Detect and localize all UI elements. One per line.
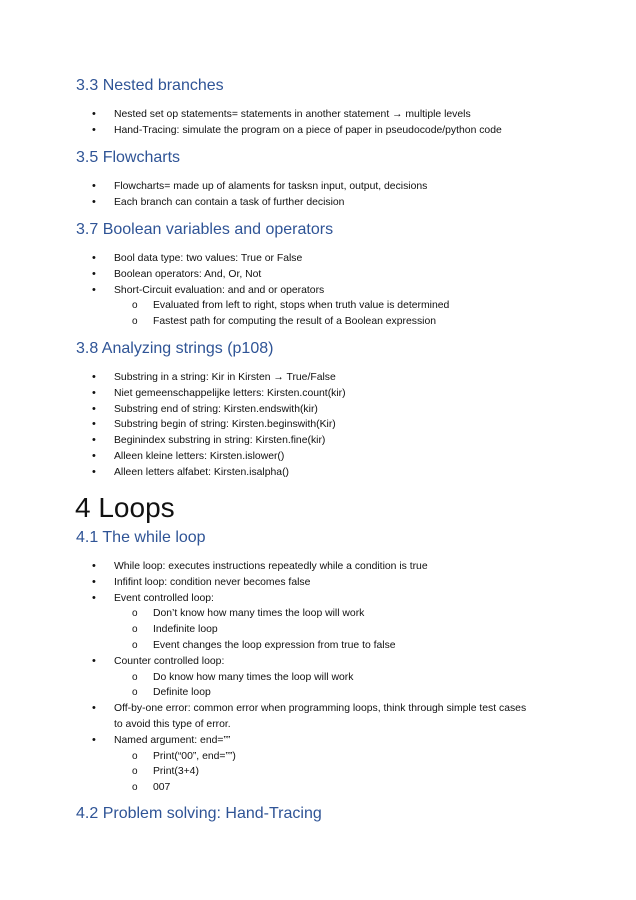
list-item [0, 283, 636, 330]
list-item: • Alleen kleine letters: Kirsten.islower() [0, 449, 636, 465]
list-item [0, 733, 636, 796]
list-item: • Niet gemeenschappelijke letters: Kirsten.count(kir) [0, 386, 636, 402]
heading-4-2: 4.2 Problem solving: Hand-Tracing [76, 805, 322, 822]
list-3-8 [0, 370, 636, 481]
list-item: • Each branch can contain a task of further decision [0, 195, 636, 211]
list-item: • Infifint loop: condition never becomes false [0, 575, 636, 591]
list-item: • Flowcharts= made up of alaments for tasksn input, output, decisions [0, 179, 636, 195]
heading-4-1: 4.1 The while loop [76, 529, 206, 546]
list-item [0, 654, 636, 701]
sublist-item: o Print(3+4) [114, 764, 636, 780]
sublist-item: o Print(“00”, end=””) [114, 749, 636, 765]
list-item-text: Short-Circuit evaluation: and and or operators [114, 284, 325, 296]
sublist [114, 749, 636, 796]
sublist [114, 606, 636, 653]
chapter-title: 4 Loops [75, 492, 175, 523]
list-3-7 [0, 251, 636, 330]
sublist-item: o Do know how many times the loop will work [114, 670, 636, 686]
sublist-item: o Event changes the loop expression from true to false [114, 638, 636, 654]
list-item [0, 591, 636, 654]
sublist [114, 298, 636, 330]
sublist-item: o Don’t know how many times the loop will work [114, 606, 636, 622]
heading-3-7: 3.7 Boolean variables and operators [76, 221, 334, 238]
list-item: • Bool data type: two values: True or False [0, 251, 636, 267]
list-item: • While loop: executes instructions repeatedly while a condition is true [0, 559, 636, 575]
list-3-3 [0, 107, 636, 139]
list-item-text: Counter controlled loop: [114, 655, 225, 667]
sublist [114, 670, 636, 702]
list-item: • Off-by-one error: common error when programming loops, think through simple test cases to avoid this type of error. [0, 701, 636, 733]
list-item: • Hand-Tracing: simulate the program on a piece of paper in pseudocode/python code [0, 123, 636, 139]
heading-3-8: 3.8 Analyzing strings (p108) [76, 340, 274, 357]
list-item: • Boolean operators: And, Or, Not [0, 267, 636, 283]
list-item: • Substring end of string: Kirsten.endswith(kir) [0, 402, 636, 418]
sublist-item: o Indefinite loop [114, 622, 636, 638]
sublist-item: o Evaluated from left to right, stops when truth value is determined [114, 298, 636, 314]
list-item: • Substring in a string: Kir in Kirsten → True/False [0, 370, 636, 386]
list-item: • Substring begin of string: Kirsten.beginswith(Kir) [0, 417, 636, 433]
list-item-text: Named argument: end=”” [114, 734, 231, 746]
sublist-item: o Definite loop [114, 685, 636, 701]
sublist-item: o 007 [114, 780, 636, 796]
heading-3-5: 3.5 Flowcharts [76, 149, 181, 166]
list-item: • Nested set op statements= statements in another statement → multiple levels [0, 107, 636, 123]
list-3-5 [0, 179, 636, 211]
list-item: • Beginindex substring in string: Kirsten.fine(kir) [0, 433, 636, 449]
sublist-item: o Fastest path for computing the result of a Boolean expression [114, 314, 636, 330]
heading-3-3: 3.3 Nested branches [76, 77, 224, 94]
list-item-text: Event controlled loop: [114, 592, 214, 604]
list-item: • Alleen letters alfabet: Kirsten.isalpha() [0, 465, 636, 481]
list-4-1 [0, 559, 636, 796]
